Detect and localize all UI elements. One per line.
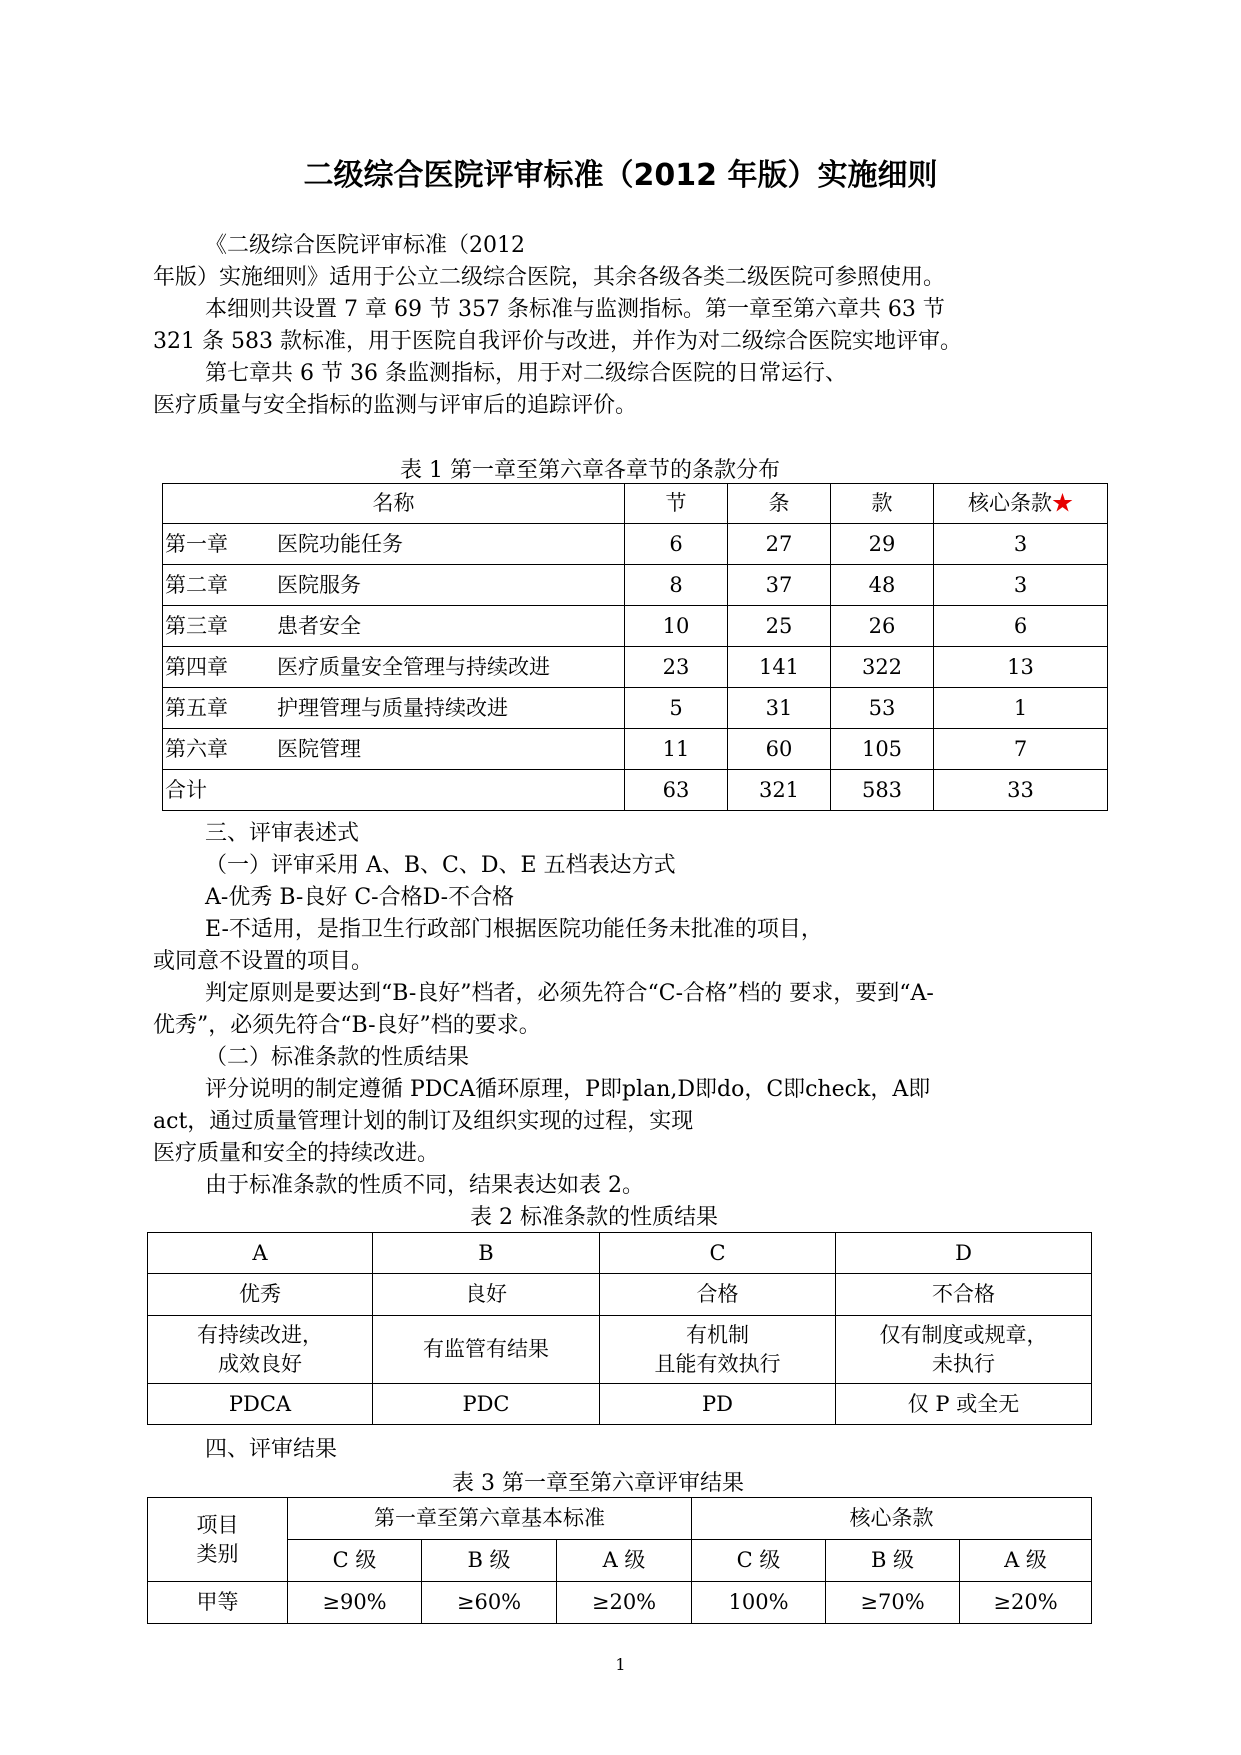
table-cell: 63 [625, 770, 728, 811]
intro-p1-line2: 年版）实施细则》适用于公立二级综合医院，其余各级各类二级医院可参照使用。 [153, 265, 946, 290]
chapter-number: 第五章 [165, 695, 228, 720]
table-cell: 321 [728, 770, 831, 811]
cell-line: 未执行 [932, 1351, 995, 1376]
table-cell: 13 [934, 647, 1108, 688]
table1-header-core [934, 484, 1108, 524]
cell-line: 成效良好 [218, 1351, 302, 1376]
cell-line: 有持续改进， [197, 1323, 323, 1348]
table-cell: B 级 [422, 1540, 557, 1582]
table-cell: ≥20% [960, 1582, 1092, 1624]
cell-line: 仅有制度或规章， [879, 1323, 1048, 1348]
section3-rule-line2: 优秀”，必须先符合“B-良好”档的要求。 [153, 1013, 541, 1038]
table-cell: 6 [934, 606, 1108, 647]
table1-header-jie: 节 [625, 484, 728, 524]
section4-heading: 四、评审结果 [205, 1437, 338, 1462]
cell-line: 类别 [196, 1541, 239, 1566]
section3-rule-line1: 判定原则是要达到“B-良好”档者，必须先符合“C-合格”档的 要求，要到“A- [205, 981, 934, 1006]
table-cell: ≥60% [422, 1582, 557, 1624]
table-cell: ≥70% [826, 1582, 960, 1624]
table-cell: 33 [934, 770, 1108, 811]
table-cell: 53 [831, 688, 934, 729]
table-cell [600, 1316, 836, 1384]
table-cell: 6 [625, 524, 728, 565]
table-row-label [163, 729, 625, 770]
table-cell: 仅 P 或全无 [836, 1384, 1092, 1425]
section3-pdca-line2: act，通过质量管理计划的制订及组织实现的过程，实现 [153, 1109, 694, 1134]
table-cell: ≥20% [557, 1582, 692, 1624]
table-cell: 583 [831, 770, 934, 811]
table-cell: A 级 [960, 1540, 1092, 1582]
table1-total-label: 合计 [163, 770, 625, 811]
star-icon: ★ [1052, 491, 1073, 516]
table-cell [148, 1316, 373, 1384]
table3-caption: 表 3 第一章至第六章评审结果 [452, 1471, 744, 1496]
intro-p2-line1: 本细则共设置 7 章 69 节 357 条标准与监测指标。第一章至第六章共 63 节 [205, 297, 945, 322]
section3-e-line1: E-不适用，是指卫生行政部门根据医院功能任务未批准的项目， [205, 917, 823, 942]
table-cell: 100% [692, 1582, 826, 1624]
section3-grades: A-优秀 B-良好 C-合格D-不合格 [205, 885, 515, 910]
table-cell: ≥90% [288, 1582, 422, 1624]
chapter-number: 第一章 [165, 531, 228, 556]
table-cell: 105 [831, 729, 934, 770]
table1-header-name: 名称 [163, 484, 625, 524]
chapter-name: 医院管理 [277, 736, 361, 761]
table-cell: C [600, 1233, 836, 1274]
table3-group-core: 核心条款 [692, 1498, 1092, 1540]
table-row-label [163, 565, 625, 606]
table1-header-kuan: 款 [831, 484, 934, 524]
table-cell: C 级 [692, 1540, 826, 1582]
section3-sub1: （一）评审采用 A、B、C、D、E 五档表达方式 [205, 853, 676, 878]
chapter-number: 第六章 [165, 736, 228, 761]
table-cell: 11 [625, 729, 728, 770]
page-number: 1 [615, 1655, 626, 1674]
table-row-label [163, 688, 625, 729]
table-cell: B 级 [826, 1540, 960, 1582]
table-cell: 7 [934, 729, 1108, 770]
page-title: 二级综合医院评审标准（2012 年版）实施细则 [303, 158, 938, 193]
table-cell: 10 [625, 606, 728, 647]
table3-corner [148, 1498, 288, 1582]
cell-line: 有监管有结果 [423, 1337, 549, 1362]
table-cell: 29 [831, 524, 934, 565]
table-cell: 1 [934, 688, 1108, 729]
table2 [147, 1232, 1092, 1425]
table-cell: B [373, 1233, 600, 1274]
chapter-number: 第四章 [165, 654, 228, 679]
table-cell: 141 [728, 647, 831, 688]
intro-p1-line1: 《二级综合医院评审标准（2012 [205, 233, 525, 258]
intro-p2-line2: 321 条 583 款标准，用于医院自我评价与改进，并作为对二级综合医院实地评审。 [153, 329, 962, 354]
table-cell: 31 [728, 688, 831, 729]
intro-p3-line1: 第七章共 6 节 36 条监测指标，用于对二级综合医院的日常运行、 [205, 361, 847, 386]
table-cell [373, 1316, 600, 1384]
table-cell: PD [600, 1384, 836, 1425]
table-cell: 合格 [600, 1274, 836, 1316]
table-cell: 3 [934, 565, 1108, 606]
chapter-number: 第三章 [165, 613, 228, 638]
table-cell: 优秀 [148, 1274, 373, 1316]
table-cell: 322 [831, 647, 934, 688]
section3-table2-ref: 由于标准条款的性质不同，结果表达如表 2。 [205, 1173, 644, 1198]
table-cell: 48 [831, 565, 934, 606]
table-cell: 27 [728, 524, 831, 565]
table-row-label [163, 647, 625, 688]
table-cell [836, 1316, 1092, 1384]
table-cell: 26 [831, 606, 934, 647]
chapter-name: 医院服务 [277, 572, 361, 597]
table-cell: 8 [625, 565, 728, 606]
table-cell: PDC [373, 1384, 600, 1425]
table-cell: 37 [728, 565, 831, 606]
table-cell: 不合格 [836, 1274, 1092, 1316]
table-cell: A [148, 1233, 373, 1274]
table-row-label [163, 524, 625, 565]
table3-row-label: 甲等 [148, 1582, 288, 1624]
table-cell: A 级 [557, 1540, 692, 1582]
cell-line: 项目 [196, 1513, 239, 1538]
core-label: 核心条款 [968, 491, 1052, 516]
cell-line: 有机制 [686, 1323, 749, 1348]
table-cell: 25 [728, 606, 831, 647]
table1 [162, 483, 1108, 811]
section3-pdca-line3: 医疗质量和安全的持续改进。 [153, 1141, 440, 1166]
chapter-name: 医疗质量安全管理与持续改进 [277, 654, 550, 679]
chapter-name: 患者安全 [277, 613, 361, 638]
table-cell: PDCA [148, 1384, 373, 1425]
table-row-label [163, 606, 625, 647]
section3-e-line2: 或同意不设置的项目。 [153, 949, 374, 974]
table3 [147, 1497, 1092, 1624]
chapter-name: 医院功能任务 [277, 531, 403, 556]
table-cell: 23 [625, 647, 728, 688]
section3-pdca-line1: 评分说明的制定遵循 PDCA循环原理，P即plan,D即do，C即check，A即 [205, 1077, 931, 1102]
table-cell: 60 [728, 729, 831, 770]
table-cell: D [836, 1233, 1092, 1274]
table3-group-basic: 第一章至第六章基本标准 [288, 1498, 692, 1540]
table-cell: 良好 [373, 1274, 600, 1316]
table-cell: 3 [934, 524, 1108, 565]
chapter-name: 护理管理与质量持续改进 [277, 695, 508, 720]
chapter-number: 第二章 [165, 572, 228, 597]
table-cell: 5 [625, 688, 728, 729]
table-cell: C 级 [288, 1540, 422, 1582]
table1-header-tiao: 条 [728, 484, 831, 524]
table2-caption: 表 2 标准条款的性质结果 [470, 1205, 718, 1230]
intro-p3-line2: 医疗质量与安全指标的监测与评审后的追踪评价。 [153, 393, 638, 418]
table1-caption: 表 1 第一章至第六章各章节的条款分布 [400, 458, 780, 483]
cell-line: 且能有效执行 [654, 1351, 781, 1376]
section3-sub2: （二）标准条款的性质结果 [205, 1045, 470, 1070]
section3-heading: 三、评审表述式 [205, 821, 360, 846]
